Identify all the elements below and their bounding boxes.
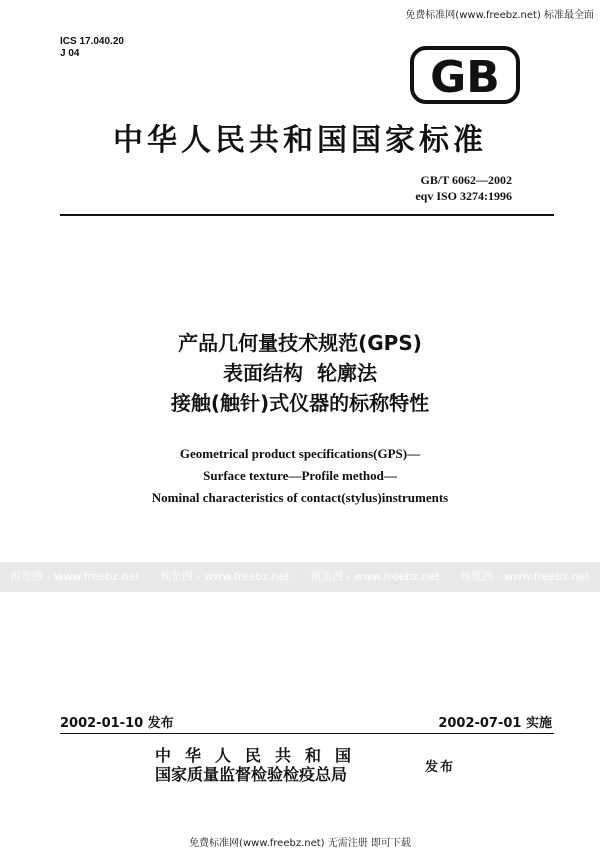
chinese-title xyxy=(0,328,600,418)
publisher-line2: 国家质量监督检验检疫总局 xyxy=(155,765,348,784)
watermark-text: 预览图 - www.freebz.net xyxy=(460,570,590,583)
bottom-banner[interactable]: 免费标准网(www.freebz.net) 无需注册 即可下载 xyxy=(189,838,411,849)
english-title-line: Geometrical product specifications(GPS)— xyxy=(179,446,421,461)
chinese-title-line: 产品几何量技术规范(GPS) xyxy=(178,331,422,355)
effective-date: 2002-07-01 实施 xyxy=(438,716,552,731)
english-title xyxy=(0,443,600,509)
watermark-text: 预览图 - www.freebz.net xyxy=(310,570,440,583)
top-banner[interactable]: 免费标准网(www.freebz.net) 标准最全面 xyxy=(405,10,594,21)
chinese-title-line: 接触(触针)式仪器的标称特性 xyxy=(170,391,430,415)
english-title-line: Nominal characteristics of contact(stylus)instruments xyxy=(151,490,449,505)
watermark-text: 预览图 - www.freebz.net xyxy=(160,570,290,583)
watermark-strip xyxy=(0,562,600,592)
ics-code: ICS 17.040.20 xyxy=(60,36,124,47)
english-title-line: Surface texture—Profile method— xyxy=(203,468,397,483)
footer-divider xyxy=(60,733,554,734)
issue-date: 2002-01-10 发布 xyxy=(60,716,174,731)
standard-title: 中华人民共和国国家标准 xyxy=(113,123,487,158)
chinese-title-line: 表面结构 轮廓法 xyxy=(223,361,377,385)
publisher-label: 发布 xyxy=(425,760,456,775)
standard-code: GB/T 6062—2002 xyxy=(420,173,512,187)
watermark-text: 预览图 - www.freebz.net xyxy=(10,570,140,583)
publisher xyxy=(155,746,365,784)
publisher-line1: 中华人民共和国 xyxy=(155,746,366,765)
category-code: J 04 xyxy=(60,48,80,59)
header-divider xyxy=(60,214,554,216)
standard-code-block xyxy=(415,172,512,204)
equivalent-standard: eqv ISO 3274:1996 xyxy=(415,189,512,203)
gb-logo xyxy=(410,46,520,104)
logo-text: GB xyxy=(430,52,500,103)
classification-block xyxy=(60,36,124,60)
